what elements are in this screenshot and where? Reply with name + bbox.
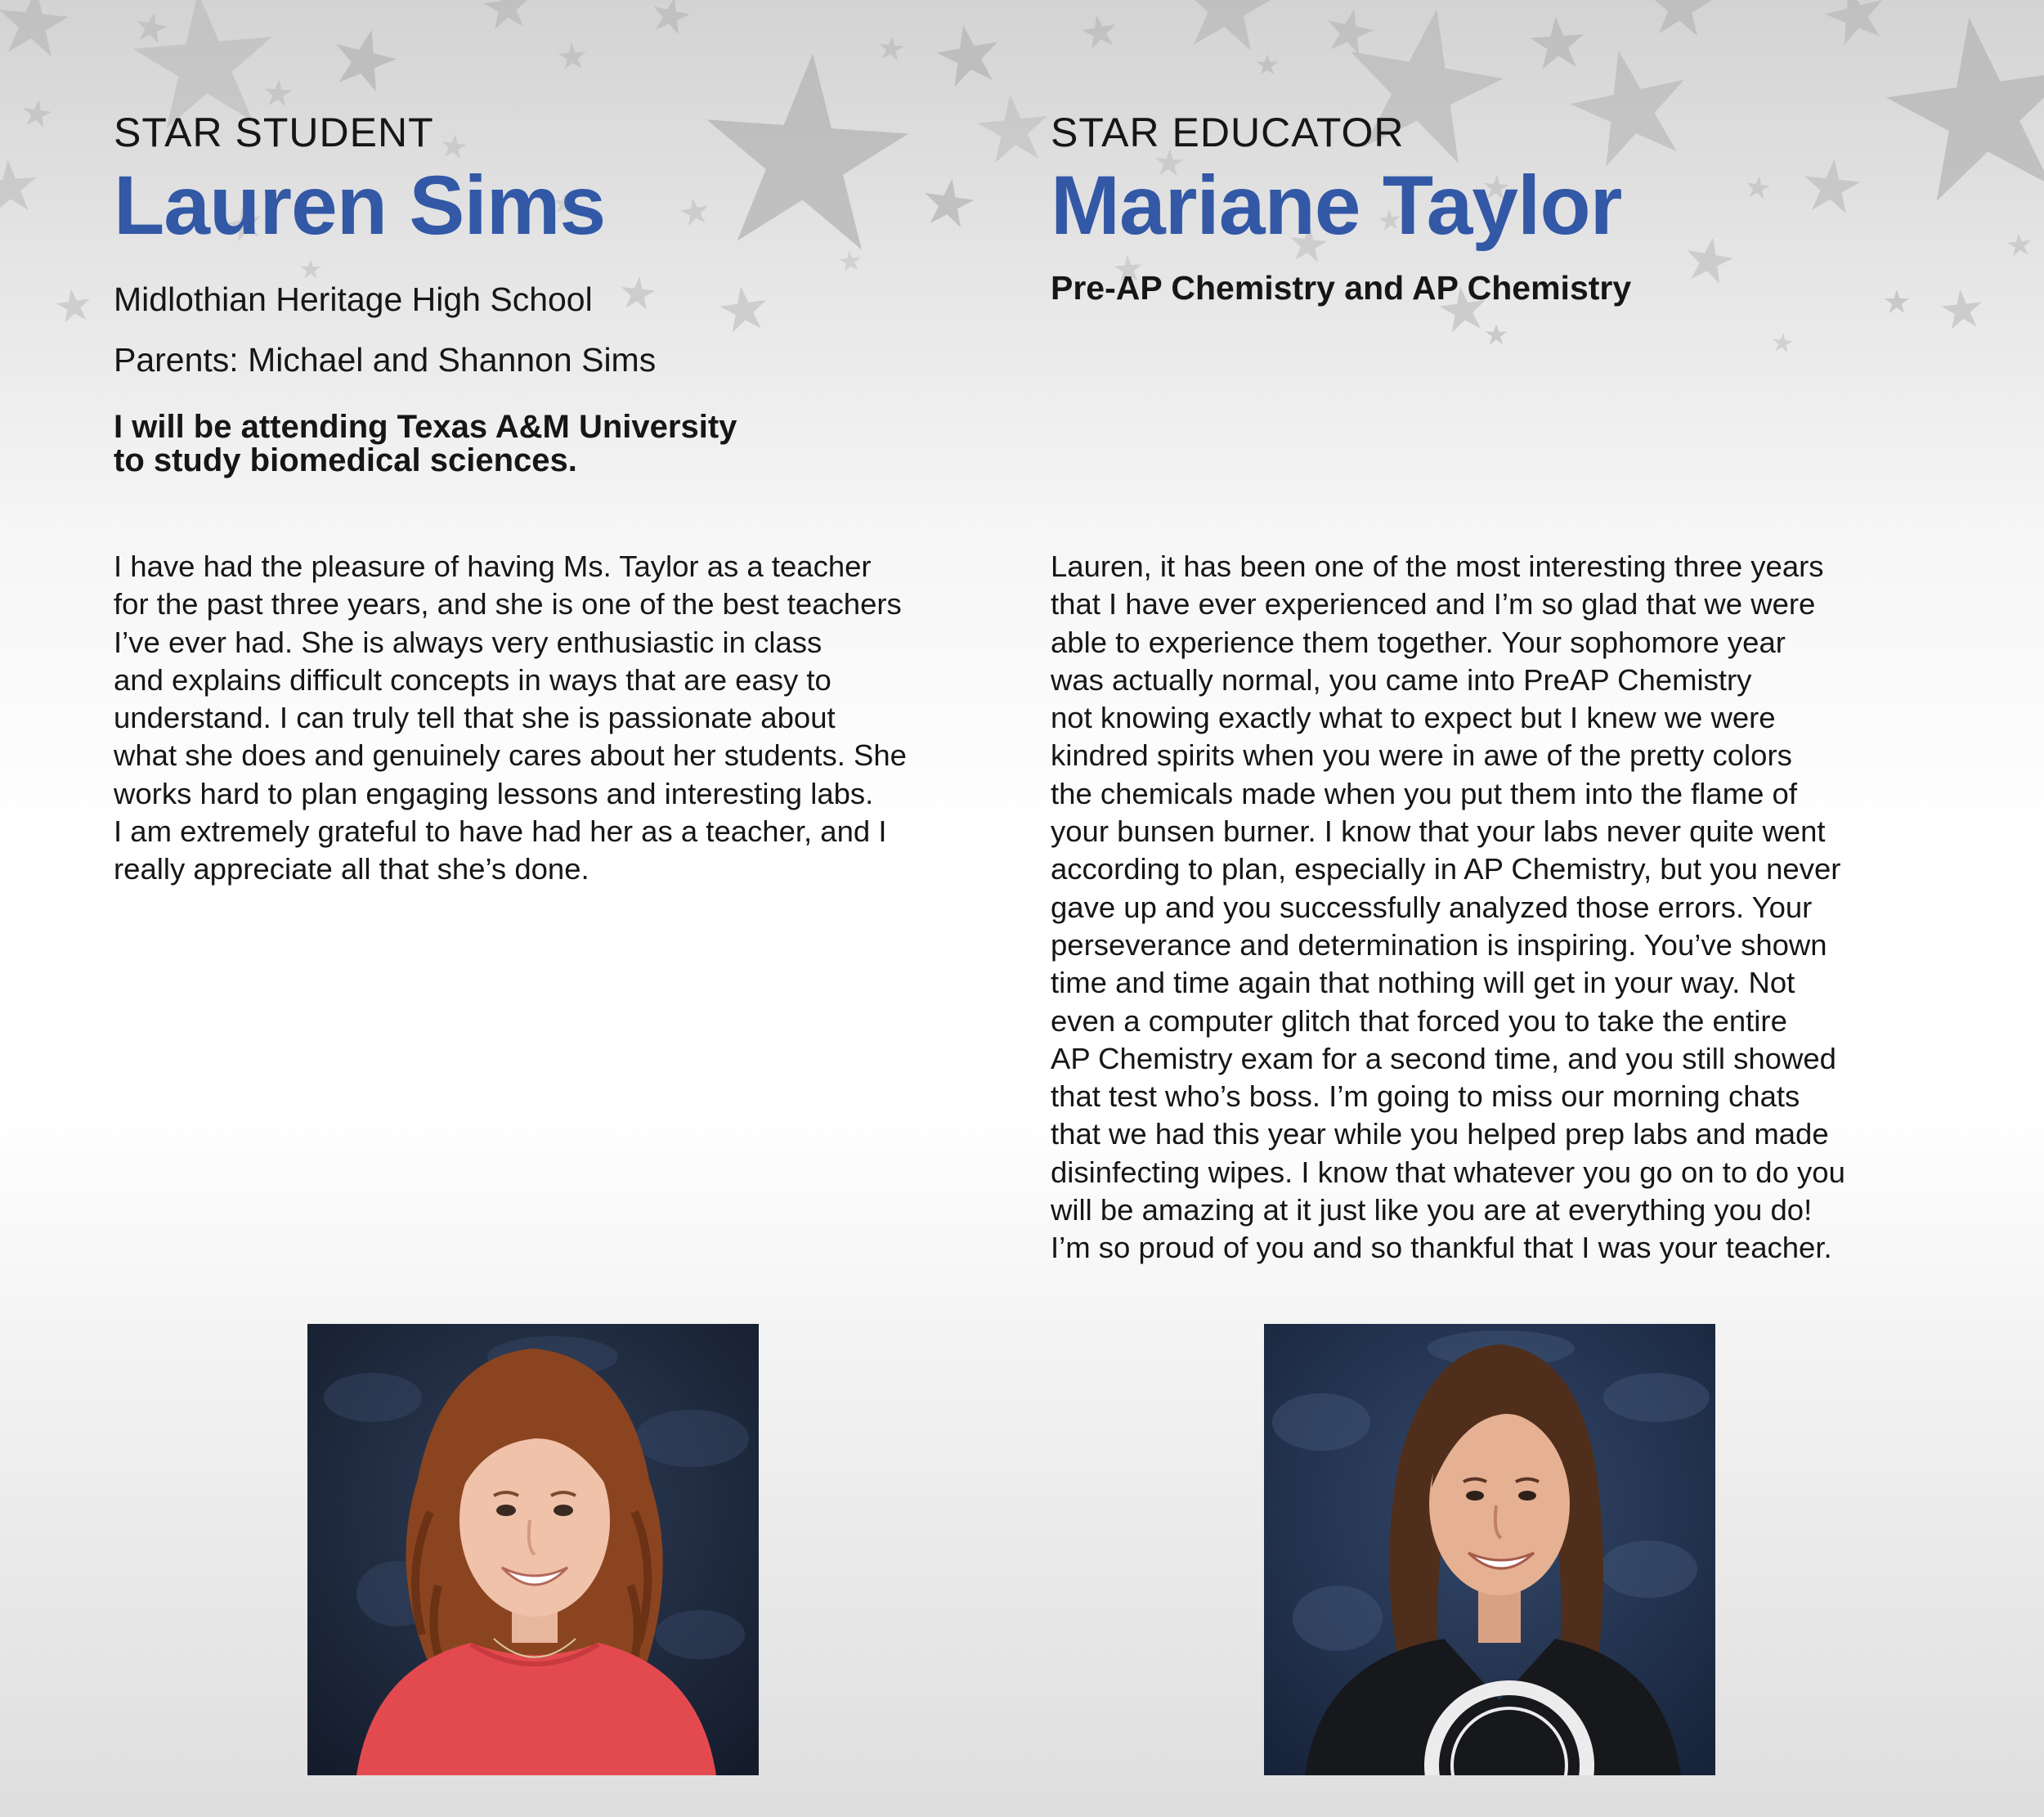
star-student-heading: STAR STUDENT	[114, 110, 434, 155]
educator-subject: Pre-AP Chemistry and AP Chemistry	[1051, 269, 1632, 307]
student-parents: Parents: Michael and Shannon Sims	[114, 341, 657, 379]
educator-portrait-photo	[1264, 1324, 1715, 1775]
educator-name: Mariane Taylor	[1051, 159, 1622, 252]
student-testimonial: I have had the pleasure of having Ms. Taylor as a teacher for the past three years, and she is one of the best teachers I’ve ever had. She is always very enthusiastic in class and explains difficult concepts in ways that are easy to understand. I can truly tell that she is passionate about what she does and genuinely cares about her students. She works hard to plan engaging lessons and interesting labs. I am extremely grateful to have had her as a teacher, and I really appreciate all that she’s done.	[114, 550, 907, 886]
educator-testimonial: Lauren, it has been one of the most interesting three years that I have ever experienced and I’m so glad that we were able to experience them together. Your sophomore year was actually normal, you came into PreAP Chemistry not knowing exactly what to expect but I knew we were kindred spirits when you were in awe of the pretty colors the chemicals made when you put them into the flame of your bunsen burner. I know that your labs never quite went according to plan, especially in AP Chemistry, but you never gave up and you successfully analyzed those errors. Your perseverance and determination is inspiring. You’ve shown time and time again that nothing will get in your way. Not even a computer glitch that forced you to take the entire AP Chemistry exam for a second time, and you still showed that test who’s boss. I’m going to miss our morning chats that we had this year while you helped prep labs and made disinfecting wipes. I know that whatever you go on to do you will be amazing at it just like you are at everything you do! I’m so proud of you and so thankful that I was your teacher.	[1051, 550, 1845, 1265]
student-name: Lauren Sims	[114, 159, 606, 252]
student-portrait-photo	[307, 1324, 759, 1775]
star-educator-heading: STAR EDUCATOR	[1051, 110, 1405, 155]
student-college-plans: I will be attending Texas A&M University to study biomedical sciences.	[114, 409, 737, 478]
student-school: Midlothian Heritage High School	[114, 280, 593, 318]
